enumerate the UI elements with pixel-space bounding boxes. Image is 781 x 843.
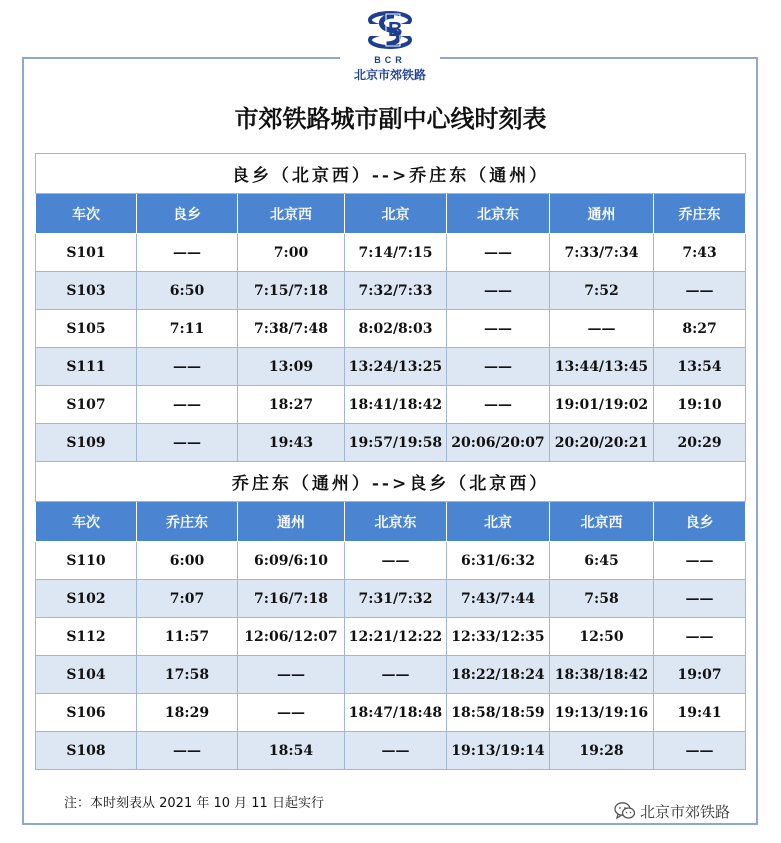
time-cell: 18:41/18:42 <box>345 386 447 424</box>
time-cell: 18:29 <box>137 694 238 732</box>
time-cell: 19:28 <box>550 732 654 770</box>
time-cell: 12:33/12:35 <box>447 618 550 656</box>
time-cell: 20:06/20:07 <box>447 424 550 462</box>
time-cell: 6:09/6:10 <box>238 542 345 580</box>
time-cell: 17:58 <box>137 656 238 694</box>
time-cell: 18:58/18:59 <box>447 694 550 732</box>
page-title: 市郊铁路城市副中心线时刻表 <box>234 104 547 133</box>
time-cell: 19:41 <box>654 694 746 732</box>
effective-date-note: 注：本时刻表从 2021 年 10 月 11 日起实行 <box>64 796 324 811</box>
wechat-watermark <box>614 800 730 822</box>
time-cell: 19:13/19:14 <box>447 732 550 770</box>
time-cell: 7:11 <box>137 310 238 348</box>
column-header: 北京东 <box>447 194 550 234</box>
time-cell: —— <box>447 386 550 424</box>
direction-title: 良乡（北京西）-->乔庄东（通州） <box>36 154 746 194</box>
time-cell: 12:06/12:07 <box>238 618 345 656</box>
time-cell: 7:38/7:48 <box>238 310 345 348</box>
train-number-cell: S110 <box>36 542 137 580</box>
bcr-logo-icon <box>364 6 416 54</box>
time-cell: 7:00 <box>238 234 345 272</box>
table-row <box>36 234 746 272</box>
time-cell: —— <box>345 542 447 580</box>
direction-row <box>36 154 746 194</box>
table-row <box>36 272 746 310</box>
time-cell: 18:27 <box>238 386 345 424</box>
table-row <box>36 310 746 348</box>
table-row <box>36 694 746 732</box>
time-cell: —— <box>654 542 746 580</box>
time-cell: —— <box>345 732 447 770</box>
train-number-cell: S109 <box>36 424 137 462</box>
time-cell: 7:33/7:34 <box>550 234 654 272</box>
time-cell: 18:47/18:48 <box>345 694 447 732</box>
time-cell: 7:43 <box>654 234 746 272</box>
time-cell: 18:38/18:42 <box>550 656 654 694</box>
time-cell: 13:24/13:25 <box>345 348 447 386</box>
column-header: 北京西 <box>550 502 654 542</box>
column-header: 通州 <box>238 502 345 542</box>
watermark-text: 北京市郊铁路 <box>640 802 731 821</box>
column-header: 车次 <box>36 194 137 234</box>
time-cell: 19:10 <box>654 386 746 424</box>
time-cell: —— <box>137 386 238 424</box>
column-header: 乔庄东 <box>137 502 238 542</box>
time-cell: —— <box>447 272 550 310</box>
time-cell: 6:45 <box>550 542 654 580</box>
table-row <box>36 542 746 580</box>
column-header: 乔庄东 <box>654 194 746 234</box>
bcr-logo <box>340 6 440 92</box>
time-cell: —— <box>137 732 238 770</box>
time-cell: —— <box>447 234 550 272</box>
time-cell: —— <box>654 618 746 656</box>
time-cell: —— <box>345 656 447 694</box>
time-cell: 8:27 <box>654 310 746 348</box>
time-cell: 13:44/13:45 <box>550 348 654 386</box>
time-cell: —— <box>137 424 238 462</box>
time-cell: 7:43/7:44 <box>447 580 550 618</box>
time-cell: 18:22/18:24 <box>447 656 550 694</box>
time-cell: —— <box>137 348 238 386</box>
time-cell: 7:15/7:18 <box>238 272 345 310</box>
column-header: 北京东 <box>345 502 447 542</box>
time-cell: 8:02/8:03 <box>345 310 447 348</box>
direction-title: 乔庄东（通州）-->良乡（北京西） <box>36 462 746 502</box>
column-header: 北京 <box>345 194 447 234</box>
time-cell: 7:14/7:15 <box>345 234 447 272</box>
time-cell: —— <box>654 580 746 618</box>
time-cell: 7:31/7:32 <box>345 580 447 618</box>
column-header: 良乡 <box>137 194 238 234</box>
time-cell: 7:07 <box>137 580 238 618</box>
time-cell: 12:50 <box>550 618 654 656</box>
logo-letters: BCR <box>374 55 406 65</box>
time-cell: 19:01/19:02 <box>550 386 654 424</box>
logo-org-name: 北京市郊铁路 <box>353 68 426 82</box>
train-number-cell: S107 <box>36 386 137 424</box>
time-cell: 7:32/7:33 <box>345 272 447 310</box>
time-cell: 11:57 <box>137 618 238 656</box>
time-cell: 19:13/19:16 <box>550 694 654 732</box>
time-cell: 7:52 <box>550 272 654 310</box>
header-row <box>36 502 746 542</box>
time-cell: —— <box>550 310 654 348</box>
direction-row <box>36 462 746 502</box>
time-cell: 18:54 <box>238 732 345 770</box>
table-row <box>36 348 746 386</box>
table-row <box>36 618 746 656</box>
time-cell: 7:58 <box>550 580 654 618</box>
time-cell: 6:50 <box>137 272 238 310</box>
table-row <box>36 386 746 424</box>
time-cell: 19:57/19:58 <box>345 424 447 462</box>
train-number-cell: S102 <box>36 580 137 618</box>
time-cell: 19:43 <box>238 424 345 462</box>
time-cell: 7:16/7:18 <box>238 580 345 618</box>
train-number-cell: S103 <box>36 272 137 310</box>
train-number-cell: S111 <box>36 348 137 386</box>
header-row <box>36 194 746 234</box>
train-number-cell: S101 <box>36 234 137 272</box>
time-cell: —— <box>447 348 550 386</box>
train-number-cell: S112 <box>36 618 137 656</box>
train-number-cell: S104 <box>36 656 137 694</box>
train-number-cell: S105 <box>36 310 137 348</box>
wechat-icon <box>614 801 636 821</box>
time-cell: —— <box>238 656 345 694</box>
time-cell: 19:07 <box>654 656 746 694</box>
time-cell: —— <box>654 732 746 770</box>
column-header: 北京西 <box>238 194 345 234</box>
table-row <box>36 732 746 770</box>
column-header: 车次 <box>36 502 137 542</box>
column-header: 通州 <box>550 194 654 234</box>
time-cell: 20:20/20:21 <box>550 424 654 462</box>
time-cell: —— <box>238 694 345 732</box>
time-cell: 6:00 <box>137 542 238 580</box>
time-cell: 12:21/12:22 <box>345 618 447 656</box>
train-number-cell: S108 <box>36 732 137 770</box>
timetable <box>35 153 746 770</box>
column-header: 北京 <box>447 502 550 542</box>
svg-text:B: B <box>388 19 403 41</box>
table-row <box>36 656 746 694</box>
train-number-cell: S106 <box>36 694 137 732</box>
table-row <box>36 580 746 618</box>
time-cell: —— <box>137 234 238 272</box>
time-cell: 20:29 <box>654 424 746 462</box>
table-row <box>36 424 746 462</box>
column-header: 良乡 <box>654 502 746 542</box>
time-cell: 13:09 <box>238 348 345 386</box>
time-cell: 13:54 <box>654 348 746 386</box>
time-cell: —— <box>447 310 550 348</box>
time-cell: 6:31/6:32 <box>447 542 550 580</box>
time-cell: —— <box>654 272 746 310</box>
